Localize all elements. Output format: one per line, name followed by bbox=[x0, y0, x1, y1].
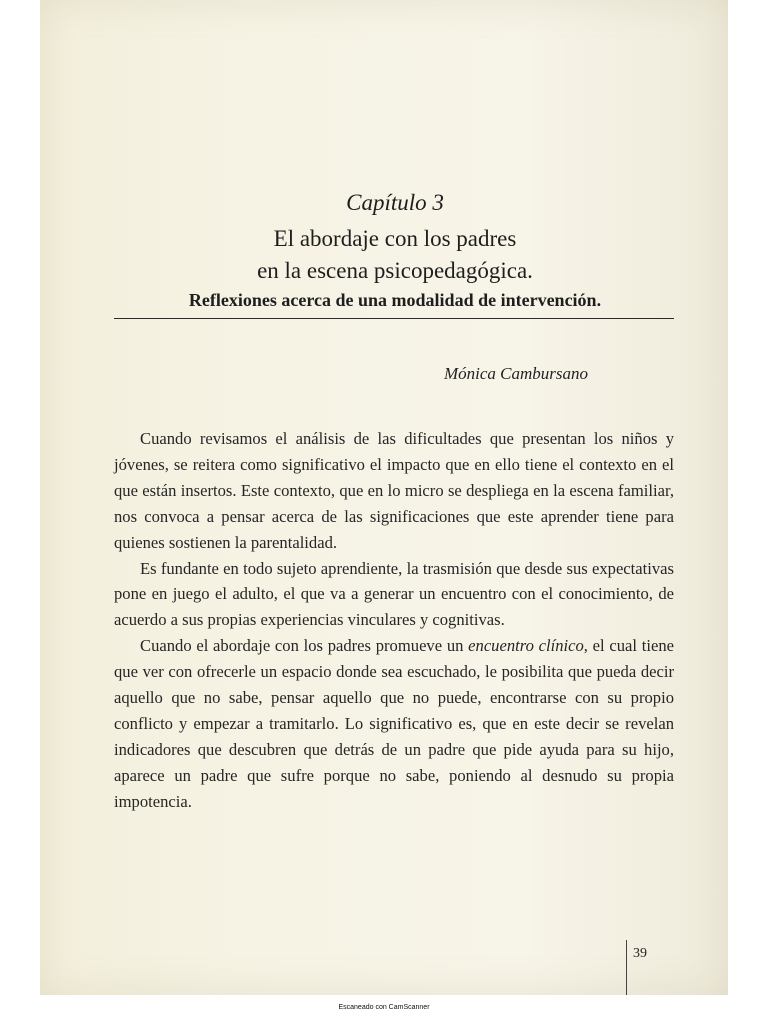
paragraph-3-emphasis: encuentro clínico bbox=[468, 636, 584, 656]
paragraph-3 bbox=[114, 633, 674, 814]
paragraph-3-part-a: Cuando el abordaje con los padres promueve un bbox=[140, 636, 469, 656]
page-number: 39 bbox=[633, 946, 647, 961]
scanner-footer: Escaneado con CamScanner bbox=[338, 1004, 430, 1011]
author-name: Mónica Cambursano bbox=[443, 364, 588, 383]
paragraph-3-part-b: , el cual tiene que ver con ofrecerle un espacio donde sea escuchado, le posibilita que pueda decir aquello que no sabe, pensar aquello que no puede, encontrarse con su propio conflicto y empezar a tramitarlo. Lo significativo es, que en este decir se revelan indicadores que descubren que detrás de un padre que pide ayuda para su hijo, aparece un padre que sufre porque no sabe, poniendo al desnudo su propia impotencia. bbox=[114, 636, 674, 811]
page-number-rule bbox=[626, 940, 627, 995]
chapter-title-line-2: en la escena psicopedagógica. bbox=[257, 258, 533, 283]
chapter-label: Capítulo 3 bbox=[346, 190, 444, 215]
chapter-subtitle: Reflexiones acerca de una modalidad de intervención. bbox=[188, 290, 602, 310]
chapter-body bbox=[114, 426, 674, 815]
title-divider bbox=[114, 318, 674, 319]
chapter-title-line-1: El abordaje con los padres bbox=[273, 226, 517, 251]
paragraph-2: Es fundante en todo sujeto aprendiente, la trasmisión que desde sus expectativas pone en juego el adulto, el que va a generar un encuentro con el conocimiento, de acuerdo a sus propias experiencias vinculares y cognitivas. bbox=[114, 558, 674, 630]
paragraph-1: Cuando revisamos el análisis de las dificultades que presentan los niños y jóvenes, se reitera como significativo el impacto que en ello tiene el contexto en el que están insertos. Este contexto, que en lo micro se despliega en la escena familiar, nos convoca a pensar acerca de las significaciones que este aprender tiene para quienes sostienen la parentalidad. bbox=[114, 429, 674, 552]
book-page bbox=[40, 0, 728, 995]
